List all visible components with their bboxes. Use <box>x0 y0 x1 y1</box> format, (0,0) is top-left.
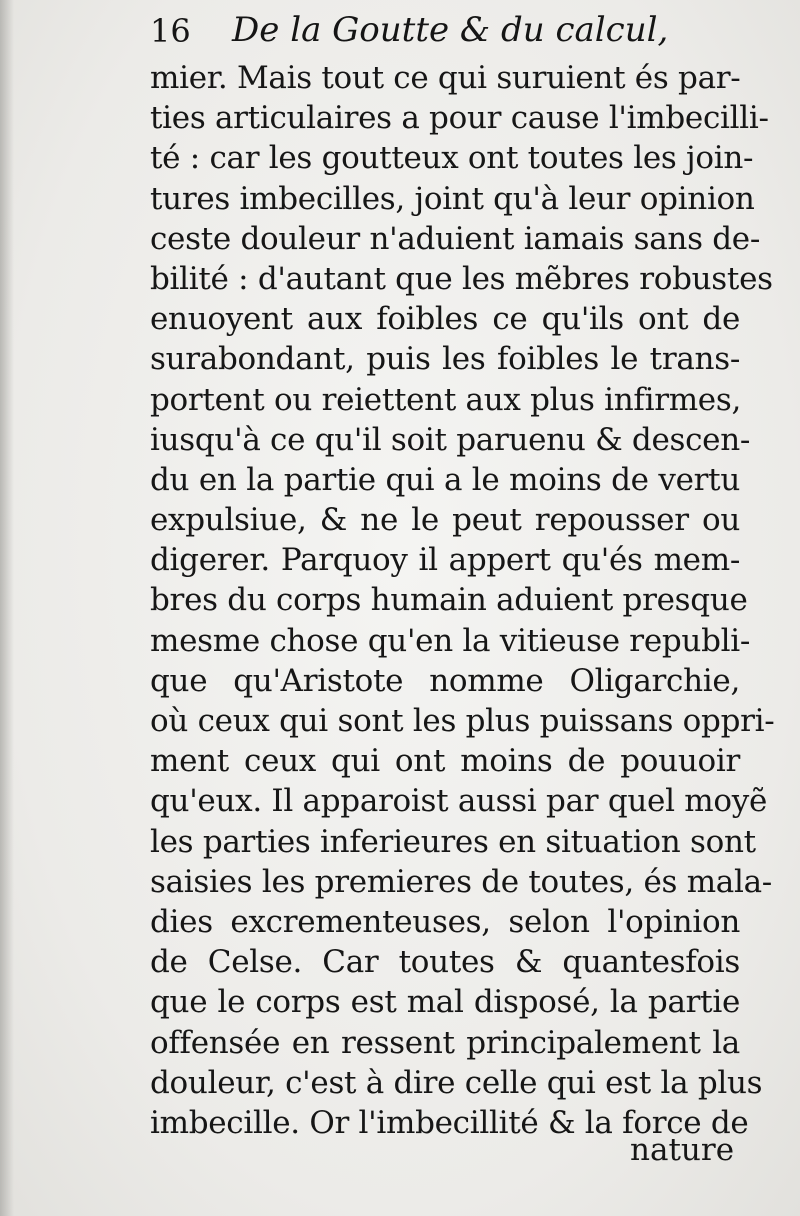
text-line: de Celse. Car toutes & quantesfois <box>150 944 740 981</box>
text-line: dies excrementeuses, selon l'opinion <box>150 903 740 940</box>
text-line: tures imbecilles, joint qu'à leur opinion <box>150 180 755 217</box>
text-line: bilité : d'autant que les mẽbres robustes <box>150 260 773 297</box>
text-line: mier. Mais tout ce qui suruient és par- <box>150 60 741 96</box>
text-line: iusqu'à ce qu'il soit paruenu & descen- <box>150 421 751 458</box>
text-line: ceste douleur n'aduient iamais sans de- <box>150 220 760 257</box>
text-line: té : car les goutteux ont toutes les join- <box>150 140 754 177</box>
running-title: De la Goutte & du calcul, <box>232 10 669 50</box>
text-line: ment ceux qui ont moins de pouuoir <box>150 743 740 780</box>
text-line: saisies les premieres de toutes, és mala- <box>150 863 772 900</box>
text-line: portent ou reiettent aux plus infirmes, <box>150 381 742 418</box>
page-header <box>150 6 670 60</box>
catchword: nature <box>630 1132 735 1168</box>
body-text <box>150 58 775 1143</box>
text-line: douleur, c'est à dire celle qui est la plus <box>150 1064 763 1101</box>
text-line: mesme chose qu'en la vitieuse republi- <box>150 622 751 659</box>
text-line: surabondant, puis les foibles le trans- <box>150 341 740 378</box>
text-line: du en la partie qui a le moins de vertu <box>150 461 740 498</box>
text-line: enuoyent aux foibles ce qu'ils ont de <box>150 301 740 338</box>
text-line: offensée en ressent principalement la <box>150 1024 740 1061</box>
text-line: où ceux qui sont les plus puissans oppri- <box>150 703 775 739</box>
text-line: bres du corps humain aduient presque <box>150 582 748 619</box>
text-line: que le corps est mal disposé, la partie <box>150 984 740 1021</box>
page-number: 16 <box>150 12 191 50</box>
text-line: ties articulaires a pour cause l'imbecilli- <box>150 100 769 137</box>
text-line: que qu'Aristote nomme Oligarchie, <box>150 662 740 699</box>
text-line: expulsiue, & ne le peut repousser ou <box>150 502 740 539</box>
gutter-shadow <box>0 0 14 1216</box>
text-line: imbecille. Or l'imbecillité & la force de <box>150 1104 749 1141</box>
text-line: les parties inferieures en situation sont <box>150 823 756 860</box>
text-line: digerer. Parquoy il appert qu'és mem- <box>150 542 740 579</box>
text-line: qu'eux. Il apparoist aussi par quel moyẽ <box>150 783 767 820</box>
